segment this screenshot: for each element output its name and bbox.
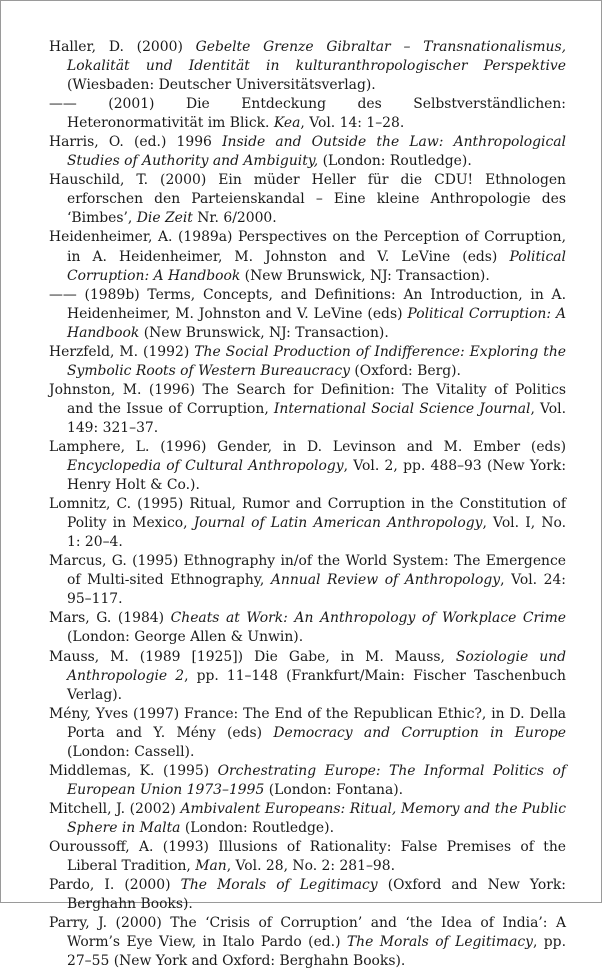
reference-title-italic: Journal of Latin American Anthropology [193, 515, 483, 532]
reference-text: , Vol. 14: 1–28. [300, 115, 405, 132]
reference-text: Nr. 6/2000. [192, 210, 277, 227]
reference-title-italic: Cheats at Work: An Anthropology of Workplace Crime [170, 610, 566, 627]
reference-title-italic: Soziologie und Anthropologie 2 [67, 648, 566, 684]
reference-text: , Vol. 24: 95–117. [67, 572, 566, 608]
reference-title-italic: The Morals of Legitimacy [180, 877, 378, 894]
reference-text: Mény, Yves (1997) France: The End of the Republican Ethic?, in D. Della Porta and Y. Mény (eds) [49, 705, 566, 741]
reference-text: Pardo, I. (2000) [49, 877, 181, 894]
reference-text: Harris, O. (ed.) 1996 [49, 134, 223, 151]
reference-text: (New Brunswick, NJ: Transaction). [139, 324, 389, 341]
reference-entry [49, 171, 566, 228]
reference-text: Heidenheimer, A. (1989a) Perspectives on the Perception of Corruption, in A. Heidenheimer, M. Johnston and V. LeVine (eds) [49, 229, 566, 265]
reference-text: Mitchell, J. (2002) [49, 800, 181, 817]
reference-text: , Vol. 28, No. 2: 281–98. [226, 858, 396, 875]
reference-title-italic: Annual Review of Anthropology [270, 572, 501, 589]
reference-text: Middlemas, K. (1995) [49, 762, 218, 779]
reference-title-italic: Inside and Outside the Law: Anthropological Studies of Authority and Ambiguity, [67, 134, 566, 170]
reference-text: (Wiesbaden: Deutscher Universitätsverlag). [67, 77, 376, 94]
reference-text: Lamphere, L. (1996) Gender, in D. Levinson and M. Ember (eds) [49, 438, 566, 455]
reference-text: Parry, J. (2000) The ‘Crisis of Corruption’ and ‘the Idea of India’: A Worm’s Eye View, in Italo Pardo (ed.) [49, 915, 566, 951]
reference-entry [49, 343, 566, 381]
reference-title-italic: Encyclopedia of Cultural Anthropology [67, 458, 344, 475]
reference-title-italic: The Morals of Legitimacy [346, 934, 533, 951]
reference-text: —— (2001) Die Entdeckung des Selbstverständlichen: Heteronormativität im Blick. [49, 96, 566, 132]
reference-text: Ouroussoff, A. (1993) Illusions of Rationality: False Premises of the Liberal Tradition, [49, 838, 566, 875]
reference-text: (London: Routledge). [318, 153, 472, 170]
reference-text: , pp. 27–55 (New York and Oxford: Berghahn Books). [67, 934, 566, 970]
reference-entry [49, 438, 566, 495]
reference-text: Herzfeld, M. (1992) [49, 343, 195, 360]
reference-text: , pp. 11–148 (Frankfurt/Main: Fischer Taschenbuch Verlag). [67, 667, 566, 703]
reference-entry [49, 381, 566, 438]
reference-entry [49, 95, 566, 133]
reference-entry [49, 838, 566, 876]
reference-title-italic: Ambivalent Europeans: Ritual, Memory and the Public Sphere in Malta [67, 800, 567, 836]
reference-text: Johnston, M. (1996) The Search for Definition: The Vitality of Politics and the Issue of Corruption, [49, 381, 566, 417]
reference-text: (London: George Allen & Unwin). [67, 629, 304, 646]
reference-entry [49, 495, 566, 552]
reference-entry [49, 609, 566, 647]
reference-text: Marcus, G. (1995) Ethnography in/of the World System: The Emergence of Multi-sited Ethnography, [49, 553, 566, 589]
reference-entry [49, 705, 566, 762]
reference-entry [49, 648, 566, 705]
reference-title-italic: Man [195, 858, 227, 875]
reference-title-italic: Die Zeit [136, 210, 193, 227]
reference-entry [49, 133, 566, 171]
reference-text: —— (1989b) Terms, Concepts, and Definitions: An Introduction, in A. Heidenheimer, M. Johnston and V. LeVine (eds) [49, 286, 566, 322]
reference-list [49, 38, 566, 971]
reference-entry [49, 552, 566, 609]
reference-entry [49, 228, 566, 285]
reference-title-italic: International Social Science Journal [273, 400, 531, 417]
reference-text: (New Brunswick, NJ: Transaction). [240, 267, 490, 284]
reference-text: Mars, G. (1984) [49, 610, 171, 627]
reference-text: (Oxford: Berg). [349, 362, 461, 379]
reference-text: (London: Routledge). [180, 819, 334, 836]
reference-title-italic: Political Corruption: A Handbook [67, 248, 566, 284]
reference-title-italic: Orchestrating Europe: The Informal Politics of European Union 1973–1995 [67, 762, 566, 798]
reference-entry [49, 38, 566, 95]
reference-text: , Vol. I, No. 1: 20–4. [67, 515, 567, 551]
reference-text: , Vol. 149: 321–37. [67, 400, 567, 436]
reference-entry [49, 762, 566, 800]
reference-title-italic: The Social Production of Indifference: Exploring the Symbolic Roots of Western Bureaucracy [67, 343, 566, 379]
reference-entry [49, 914, 566, 971]
reference-entry [49, 876, 566, 914]
reference-text: Hauschild, T. (2000) Ein müder Heller für die CDU! Ethnologen erforschen den Parteienskandal – Eine kleine Anthropologie des ‘Bimbes’, [49, 172, 566, 227]
reference-entry [49, 800, 566, 838]
reference-text: (London: Fontana). [264, 781, 404, 798]
reference-text: (London: Cassell). [67, 743, 195, 760]
reference-title-italic: Democracy and Corruption in Europe [273, 724, 566, 741]
reference-text: Lomnitz, C. (1995) Ritual, Rumor and Corruption in the Constitution of Polity in Mexico, [49, 496, 566, 532]
reference-title-italic: Political Corruption: A Handbook [67, 305, 566, 341]
reference-text: Haller, D. (2000) [49, 39, 196, 55]
reference-title-italic: Kea [273, 115, 301, 132]
reference-title-italic: Gebelte Grenze Gibraltar – Transnationalismus, Lokalität und Identität in kulturanthropologischer Perspektive [67, 39, 566, 75]
reference-entry [49, 286, 566, 343]
reference-text: , Vol. 2, pp. 488–93 (New York: Henry Holt & Co.). [67, 458, 566, 494]
reference-text: Mauss, M. (1989 [1925]) Die Gabe, in M. Mauss, [49, 648, 456, 665]
reference-text: (Oxford and New York: Berghahn Books). [67, 877, 566, 913]
